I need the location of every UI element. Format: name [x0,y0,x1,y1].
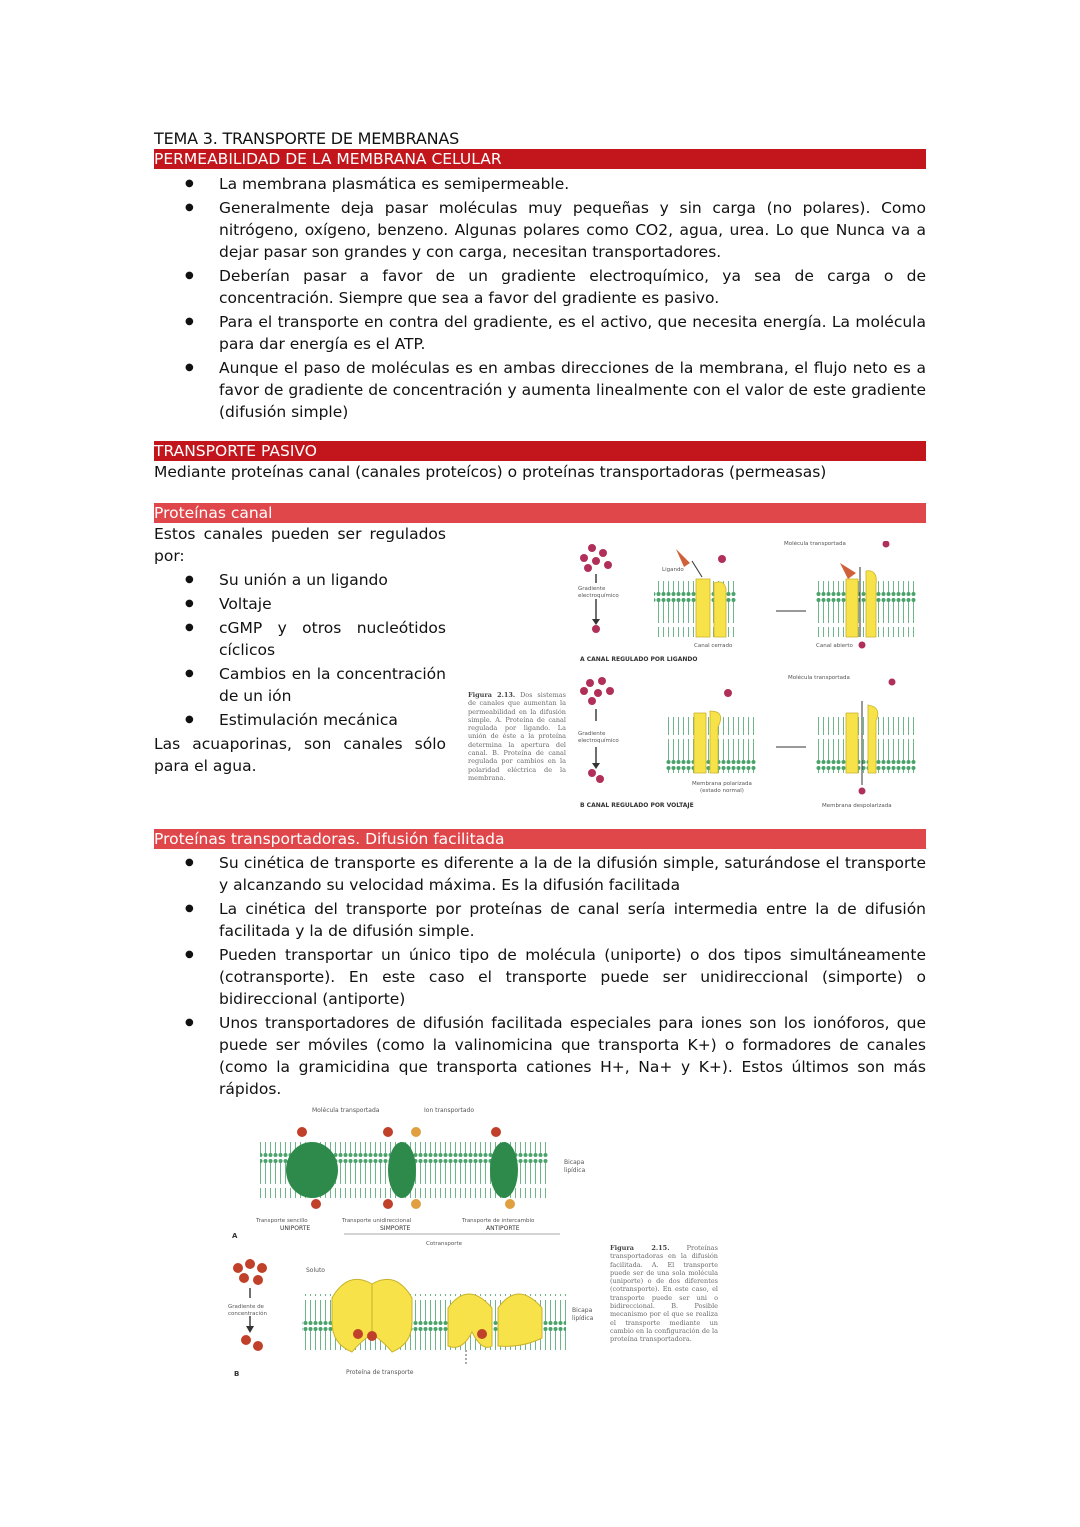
list-item: ● Unos transportadores de difusión facilitada especiales para iones son los ionóforos, que puede ser móviles (como la valinomicina que transporta K+) o formadores de canales (como la gramicidina que transporta cationes H+, Na+ y K+). Estos últimos son más rápidos. [219,1012,926,1100]
list-item: ● Voltaje [219,593,446,615]
transportadoras-list [154,852,926,1100]
figure-caption [468,691,566,782]
estado-normal-label: (estado normal) [700,788,744,794]
figure-transporters-block [154,1102,926,1382]
molecula-transportada-label: Molécula transportada [312,1107,380,1114]
membrana-despolarizada-label: Membrana despolarizada [822,803,892,809]
lipidica-label-b: lipídica [572,1315,594,1322]
panel-a-label: A [232,1232,238,1240]
panel-b-label: B [234,1370,240,1378]
concentracion-label: concentración [228,1311,267,1317]
gradiente-label-a2: electroquímico [578,593,619,599]
canal-outro: Las acuaporinas, son canales sólo para el agua. [154,735,446,775]
canal-regulation-list [154,569,446,731]
canal-cerrado-label: Canal cerrado [694,643,733,649]
gradiente-label-b2: electroquímico [578,738,619,744]
canal-abierto-label: Canal abierto [816,643,853,649]
soluto-label: Soluto [306,1267,325,1274]
canal-intro: Estos canales pueden ser regulados por: [154,525,446,565]
figure-ion-channels [466,541,926,823]
list-item: ● Su cinética de transporte es diferente a la de la difusión simple, saturándose el transporte y alcanzando su velocidad máxima. Es la difusión facilitada [219,852,926,896]
panel-b-title: B CANAL REGULADO POR VOLTAJE [580,802,694,809]
section-heading-permeabilidad: PERMEABILIDAD DE LA MEMBRANA CELULAR [154,149,926,169]
list-item: ● La membrana plasmática es semipermeable. [219,173,926,195]
bicapa-label-b: Bicapa [572,1307,593,1314]
list-item: ● La cinética del transporte por proteínas de canal sería intermedia entre la de difusión facilitada y la de difusión simple. [219,898,926,942]
ligand-shape [676,549,690,567]
list-item: ● Su unión a un ligando [219,569,446,591]
list-item: ● Pueden transportar un único tipo de molécula (uniporte) o dos tipos simultáneamente (cotransporte). En este caso el transporte puede ser unidireccional (simporte) o bidireccional (antiporte) [219,944,926,1010]
figure-caption-text: Dos sistemas de canales que aumentan la permeabilidad en la difusión simple. A. Proteína de canal regulada por ligando. La unión de éste a la proteína determina la apertura del canal. B. Proteína de canal regulada por cambios en la polaridad eléctrica de la membrana. [468,691,566,782]
section-heading-proteinas-transportadoras: Proteínas transportadoras. Difusión facilitada [154,829,926,849]
gradiente-label-a: Gradiente [578,586,606,592]
transporte-pasivo-text: Mediante proteínas canal (canales proteícos) o proteínas transportadoras (permeasas) [154,463,827,481]
cotransporte-label: Cotransporte [426,1241,463,1247]
antiporte-desc: Transporte de intercambio [462,1218,535,1224]
proteina-transporte-label: Proteína de transporte [346,1369,414,1376]
list-item: ● Para el transporte en contra del gradiente, es el activo, que necesita energía. La molécula para dar energía es el ATP. [219,311,926,355]
molecula-label-a: Molécula transportada [784,541,846,547]
list-item: ● Cambios en la concentración de un ión [219,663,446,707]
membrana-polarizada-label: Membrana polarizada [692,781,752,787]
figure-caption-label: Figura 2.15. [610,1244,670,1252]
molecula-label-b: Molécula transportada [788,675,850,681]
bicapa-label-a: Bicapa [564,1159,585,1166]
gradiente-label: Gradiente de [228,1304,264,1310]
gradiente-label-b: Gradiente [578,731,606,737]
proteinas-canal-block [154,523,926,813]
panel-b-molecules [580,677,614,783]
list-item: ● Estimulación mecánica [219,709,446,731]
permeabilidad-list [154,173,926,423]
section-heading-proteinas-canal: Proteínas canal [154,503,926,523]
list-item: ● cGMP y otros nucleótidos cíclicos [219,617,446,661]
uniporte-label: UNIPORTE [280,1225,311,1232]
antiporte-label: ANTIPORTE [486,1225,520,1232]
figure-2-15-caption [610,1244,718,1344]
figure-caption-text: Proteínas transportadoras en la difusión facilitada. A. El transporte puede ser de una sola molécula (uniporte) o de dos diferentes (cotransporte). En este caso, el transporte puede ser uni o bidireccional. B. Posible mecanismo por el que se realiza el transporte mediante un cambio en la configuración de la proteína transportadora. [610,1244,718,1344]
ion-transportado-label: Ion transportado [424,1107,475,1114]
simporte-desc: Transporte unidireccional [342,1218,412,1224]
list-item: ● Aunque el paso de moléculas es en ambas direcciones de la membrana, el flujo neto es a favor de gradiente de concentración y aumenta linealmente con el valor de este gradiente (difusión simple) [219,357,926,423]
lipidica-label-a: lipídica [564,1167,586,1174]
simporte-label: SIMPORTE [380,1225,411,1232]
proteinas-canal-text [154,523,446,777]
figure-caption-label: Figura 2.13. [468,691,516,699]
list-item: ● Generalmente deja pasar moléculas muy pequeñas y sin carga (no polares). Como nitrógeno, oxígeno, benzeno. Algunas polares como CO2, agua, urea. Lo que Nunca va a dejar pasar son grandes y con carga, necesitan transportadores. [219,197,926,263]
ligando-label: Ligando [662,567,684,573]
section-heading-transporte-pasivo: TRANSPORTE PASIVO [154,441,926,461]
list-item: ● Deberían pasar a favor de un gradiente electroquímico, ya sea de carga o de concentración. Siempre que sea a favor del gradiente es pasivo. [219,265,926,309]
panel-a-title: A CANAL REGULADO POR LIGANDO [580,656,698,663]
document-title: TEMA 3. TRANSPORTE DE MEMBRANAS [154,129,460,148]
membrane-b-depolarized [816,717,916,773]
document-page [154,128,926,1382]
uniporte-desc: Transporte sencillo [256,1218,308,1224]
